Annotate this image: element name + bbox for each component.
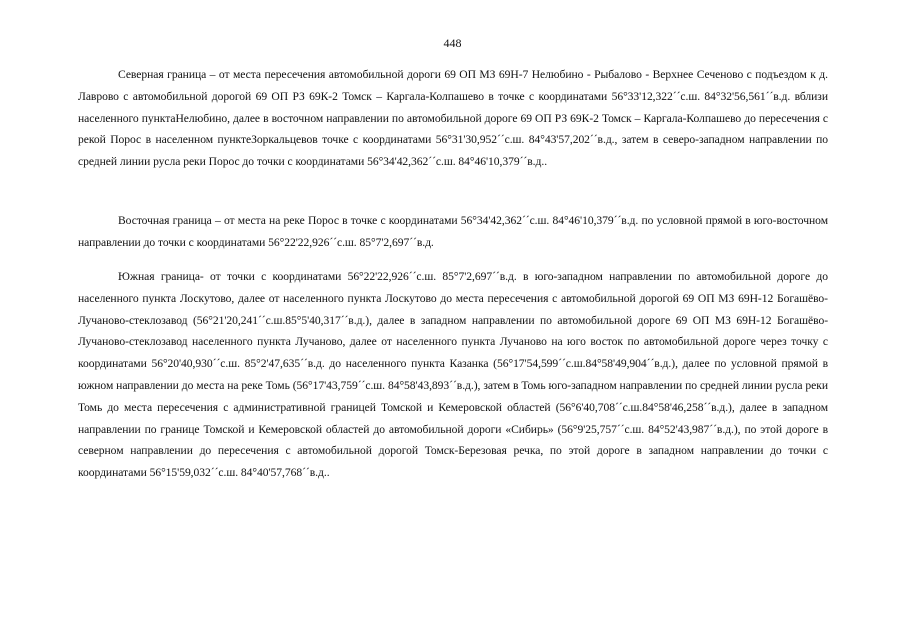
- page-number: 448: [443, 36, 462, 50]
- paragraph-eastern-boundary: Восточная граница – от места на реке Порос в точке с координатами 56°34'42,362´´с.ш. 84°46'10,379´´в.д. по условной прямой в юго-восточном направлении до точки с координатами 56°22'22,926´´с.ш. 85°7'2,697´´в.д.: [78, 214, 828, 249]
- paragraph-southern-boundary: Южная граница- от точки с координатами 56°22'22,926´´с.ш. 85°7'2,697´´в.д. в юго-западном направлении по автомобильной дороге до населенного пункта Лоскутово, далее от населенного пункта Лоскутово до места пересечения с автомобильной дорогой 69 ОП МЗ 69Н-12 Богашёво-Лучаново-стеклозавод (56°21'20,241´´с.ш.85°5'40,317´´в.д.), далее в западном направлении по автомобильной дороге 69 ОП МЗ 69Н-12 Богашёво-Лучаново-стеклозавод населенного пункта Лучаново, далее от населенного пункта Лучаново на юго восток по автомобильной дороге через точку с координатами 56°20'40,930´´с.ш. 85°2'47,635´´в.д. до населенного пункта Казанка (56°17'54,599´´с.ш.84°58'49,904´´в.д.), далее по условной прямой в южном направлении до места на реке Томь (56°17'43,759´´с.ш. 84°58'43,893´´в.д.), затем в Томь юго-западном направлении по средней линии русла реки Томь до места пересечения с административной границей Томской и Кемеровской областей (56°6'40,708´´с.ш.84°58'46,258´´в.д.), далее в западном направлении по границе Томской и Кемеровской областей до автомобильной дороги «Сибирь» (56°9'25,757´´с.ш. 84°52'43,987´´в.д.), по этой дороге в северном направлении до пересечения с автомобильной дорогой Томск-Березовая речка, по этой дороге в западном направлении до точки с координатами 56°15'59,032´´с.ш. 84°40'57,768´´в.д..: [78, 270, 828, 480]
- paragraph-northern-boundary: Северная граница – от места пересечения автомобильной дороги 69 ОП МЗ 69Н-7 Нелюбино - Рыбалово - Верхнее Сеченово с подъездом к д. Лаврово с автомобильной дорогой 69 ОП РЗ 69К-2 Томск – Каргала-Колпашево в точке с координатами 56°33'12,322´´с.ш. 84°32'56,561´´в.д. вблизи населенного пунктаНелюбино, далее в восточном направлении по автомобильной дороге 69 ОП РЗ 69К-2 Томск – Каргала-Колпашево до пересечения с рекой Порос в населенном пунктеЗоркальцевов точке с координатами 56°31'30,952´´с.ш. 84°43'57,202´´в.д., затем в северо-западном направлении по средней линии русла реки Порос до точки с координатами 56°34'42,362´´с.ш. 84°46'10,379´´в.д..: [78, 68, 828, 169]
